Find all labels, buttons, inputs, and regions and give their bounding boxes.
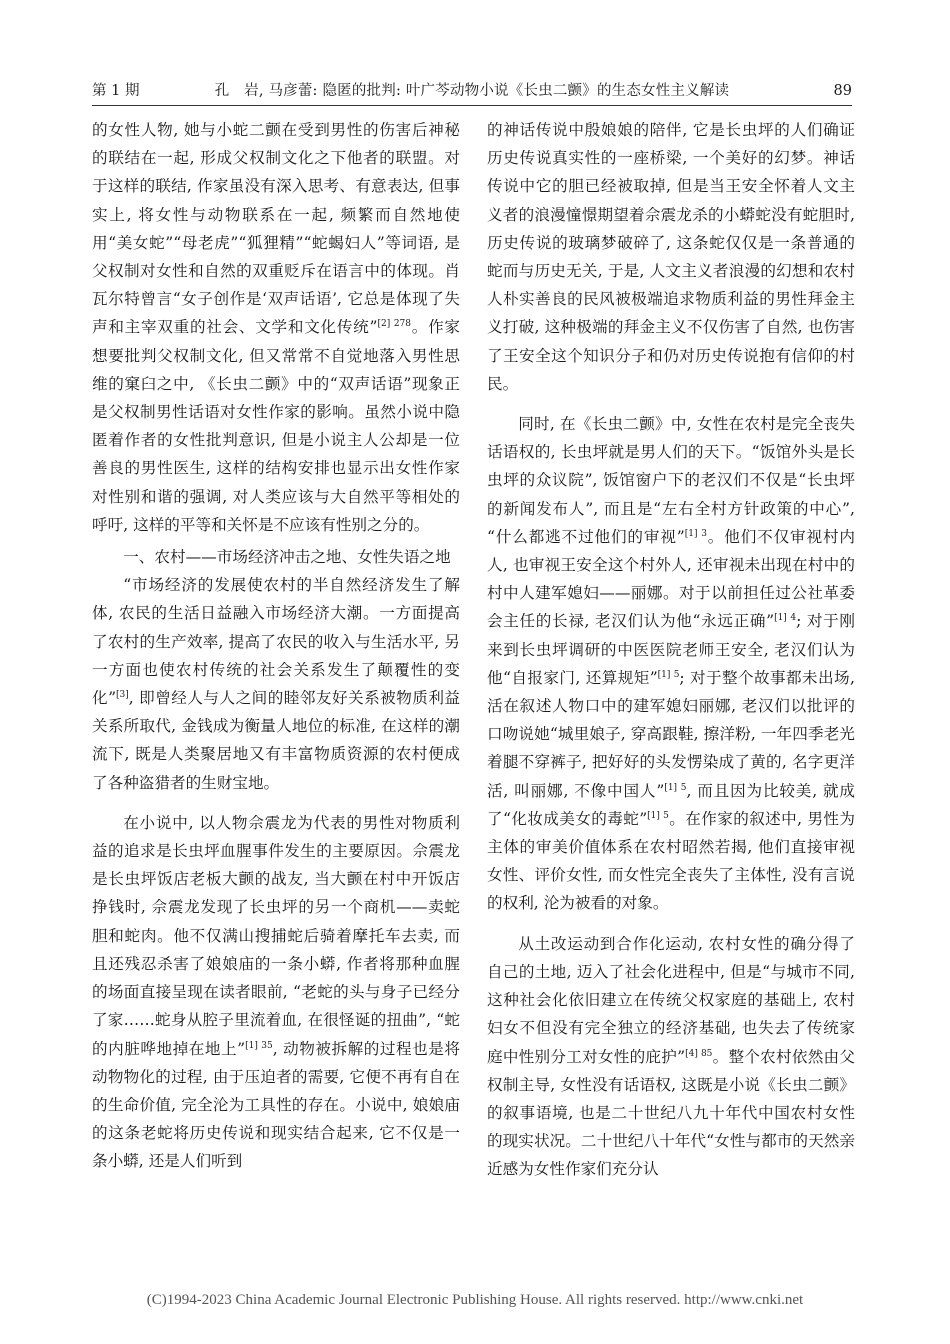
copyright-footer: (C)1994-2023 China Academic Journal Electronic Publishing House. All rights reserved. http://www.cnki.net [146, 1292, 804, 1308]
section-heading: 一、农村——市场经济冲击之地、女性失语之地 [123, 548, 451, 567]
running-title: 孔 岩, 马彦蕾: 隐匿的批判: 叶广芩动物小说《长虫二颤》的生态女性主义解读 [214, 83, 730, 99]
citation: [1] 5 [647, 810, 669, 821]
paragraph: 的女性人物, 她与小蛇二颤在受到男性的伤害后神秘的联结在一起, 形成父权制文化之下他者的联盟。对于这样的联结, 作家虽没有深入思考、有意表达, 但事实上, 将女性与动物联系在一起, 频繁而自然地使用“美女蛇”“母老虎”“狐狸精”“蛇蝎妇人”等词语, 是父权制对女性和自然的双重贬斥在语言中的体现。肖瓦尔特曾言“女子创作是‘双声话语’, 它总是体现了失声和主宰双重的社会、文学和文化传统”$^{[2] 278}$。作家想要批判父权制文化, 但又常常不自觉地落入男性思维的窠臼之中, 《长虫二颤》中的“双声话语”现象正是父权制男性话语对女性作家的影响。虽然小说中隐匿着作者的女性批判意识, 但是小说主人公却是一位善良的男性医生, 这样的结构安排也显示出女性作家对性别和谐的强调, 对人类应该与大自然平等相处的呼吁, 这样的平等和关怀是不应该有性别之分的。 [92, 121, 460, 534]
page-header [92, 78, 852, 104]
header-rule [92, 105, 852, 106]
issue-number: 第 1 期 [92, 83, 140, 99]
left-column [92, 116, 460, 1176]
citation: [2] 278 [377, 319, 412, 330]
citation: [1] 4 [774, 613, 797, 624]
citation: [1] 35 [245, 1040, 273, 1051]
citation: [1] 3 [684, 528, 707, 539]
paragraph: 从土改运动到合作化运动, 农村女性的确分得了自己的土地, 迈入了社会化进程中, 但是“与城市不同, 这种社会化依旧建立在传统父权家庭的基础上, 农村妇女不但没有完全独立的经济基础, 也失去了传统家庭中性别分工对女性的庇护”$^{[4] 85}$。整个农村依然由父权制主导, 女性没有话语权, 这既是小说《长虫二颤》的叙事语境, 也是二十世纪八九十年代中国农村女性的现实状况。二十世纪八十年代“女性与都市的天然亲近感为女性作家们充分认 [487, 934, 855, 1179]
citation: [3] [116, 689, 129, 700]
citation: [1] 5 [657, 669, 680, 680]
citation: [4] 85 [685, 1048, 713, 1059]
paragraph: 同时, 在《长虫二颤》中, 女性在农村是完全丧失话语权的, 长虫坪就是男人们的天下。“饭馆外头是长虫坪的众议院”, 饭馆窗户下的老汉们不仅是“长虫坪的新闻发布人”, 而且是“左右全村方针政策的中心”, “什么都逃不过他们的审视”$^{[1] 3}$。他们不仅审视村内人, 也审视王安全这个村外人, 还审视未出现在村中的村中人建军媳妇——丽娜。对于以前担任过公社革委会主任的长禄, 老汉们认为他“永远正确”$^{[1] 4}$; 对于刚来到长虫坪调研的中医医院老师王安全, 老汉们认为他“自报家门, 还算规矩”$^{[1] 5}$; 对于整个故事都未出场, 活在叙述人物口中的建军媳妇丽娜, 老汉们以批评的口吻说她“城里娘子, 穿高跟鞋, 擦洋粉, 一年四季老光着腿不穿裤子, 把好好的头发愣染成了黄的, 名字更洋活, 叫丽娜, 不像中国人”$^{[1] 5}$, 而且因为比较美, 就成了“化妆成美女的毒蛇”$^{[1] 5}$。在作家的叙述中, 男性为主体的审美价值体系在农村昭然若揭, 他们直接审视女性、评价女性, 而女性完全丧失了主体性, 没有言说的权利, 沦为被看的对象。 [487, 415, 856, 913]
paragraph: 的神话传说中殷娘娘的陪伴, 它是长虫坪的人们确证历史传说真实性的一座桥梁, 一个美好的幻梦。神话传说中它的胆已经被取掉, 但是当王安全怀着人文主义者的浪漫憧憬期望着佘震龙杀的小蟒蛇没有蛇胆时, 历史传说的玻璃梦破碎了, 这条蛇仅仅是一条普通的蛇而与历史无关, 于是, 人文主义者浪漫的幻想和农村人朴实善良的民风被极端追求物质利益的男性拜金主义打破, 这种极端的拜金主义不仅伤害了自然, 也伤害了王安全这个知识分子和仍对历史传说抱有信仰的村民。 [487, 121, 855, 393]
paragraph: “市场经济的发展使农村的半自然经济发生了解体, 农民的生活日益融入市场经济大潮。一方面提高了农村的生产效率, 提高了农民的收入与生活水平, 另一方面也使农村传统的社会关系发生了颠覆性的变化”[3], 即曾经人与人之间的睦邻友好关系被物质利益关系所取代, 金钱成为衡量人地位的标准, 在这样的潮流下, 既是人类聚居地又有丰富物质资源的农村便成了各种盗猎者的生财宝地。 [92, 576, 460, 792]
right-column [487, 116, 855, 1184]
citation: [1] 5 [664, 782, 687, 793]
page-number: 89 [833, 83, 852, 99]
paragraph: 在小说中, 以人物佘震龙为代表的男性对物质利益的追求是长虫坪血腥事件发生的主要原因。佘震龙是长虫坪饭店老板大颤的战友, 当大颤在村中开饭店挣钱时, 佘震龙发现了长虫坪的另一个商机——卖蛇胆和蛇肉。他不仅满山搜捕蛇后骑着摩托车去卖, 而且还残忍杀害了娘娘庙的一条小蟒, 作者将那种血腥的场面直接呈现在读者眼前, “老蛇的头与身子已经分了家……蛇身从腔子里流着血, 在很怪诞的扭曲”, “蛇的内脏哗地掉在地上”$^{[1] 35}$, 动物被拆解的过程也是将动物物化的过程, 由于压迫者的需要, 它便不再有自在的生命价值, 完全沦为工具性的存在。小说中, 娘娘庙的这条老蛇将历史传说和现实结合起来, 它不仅是一条小蟒, 还是人们听到 [92, 813, 460, 1171]
